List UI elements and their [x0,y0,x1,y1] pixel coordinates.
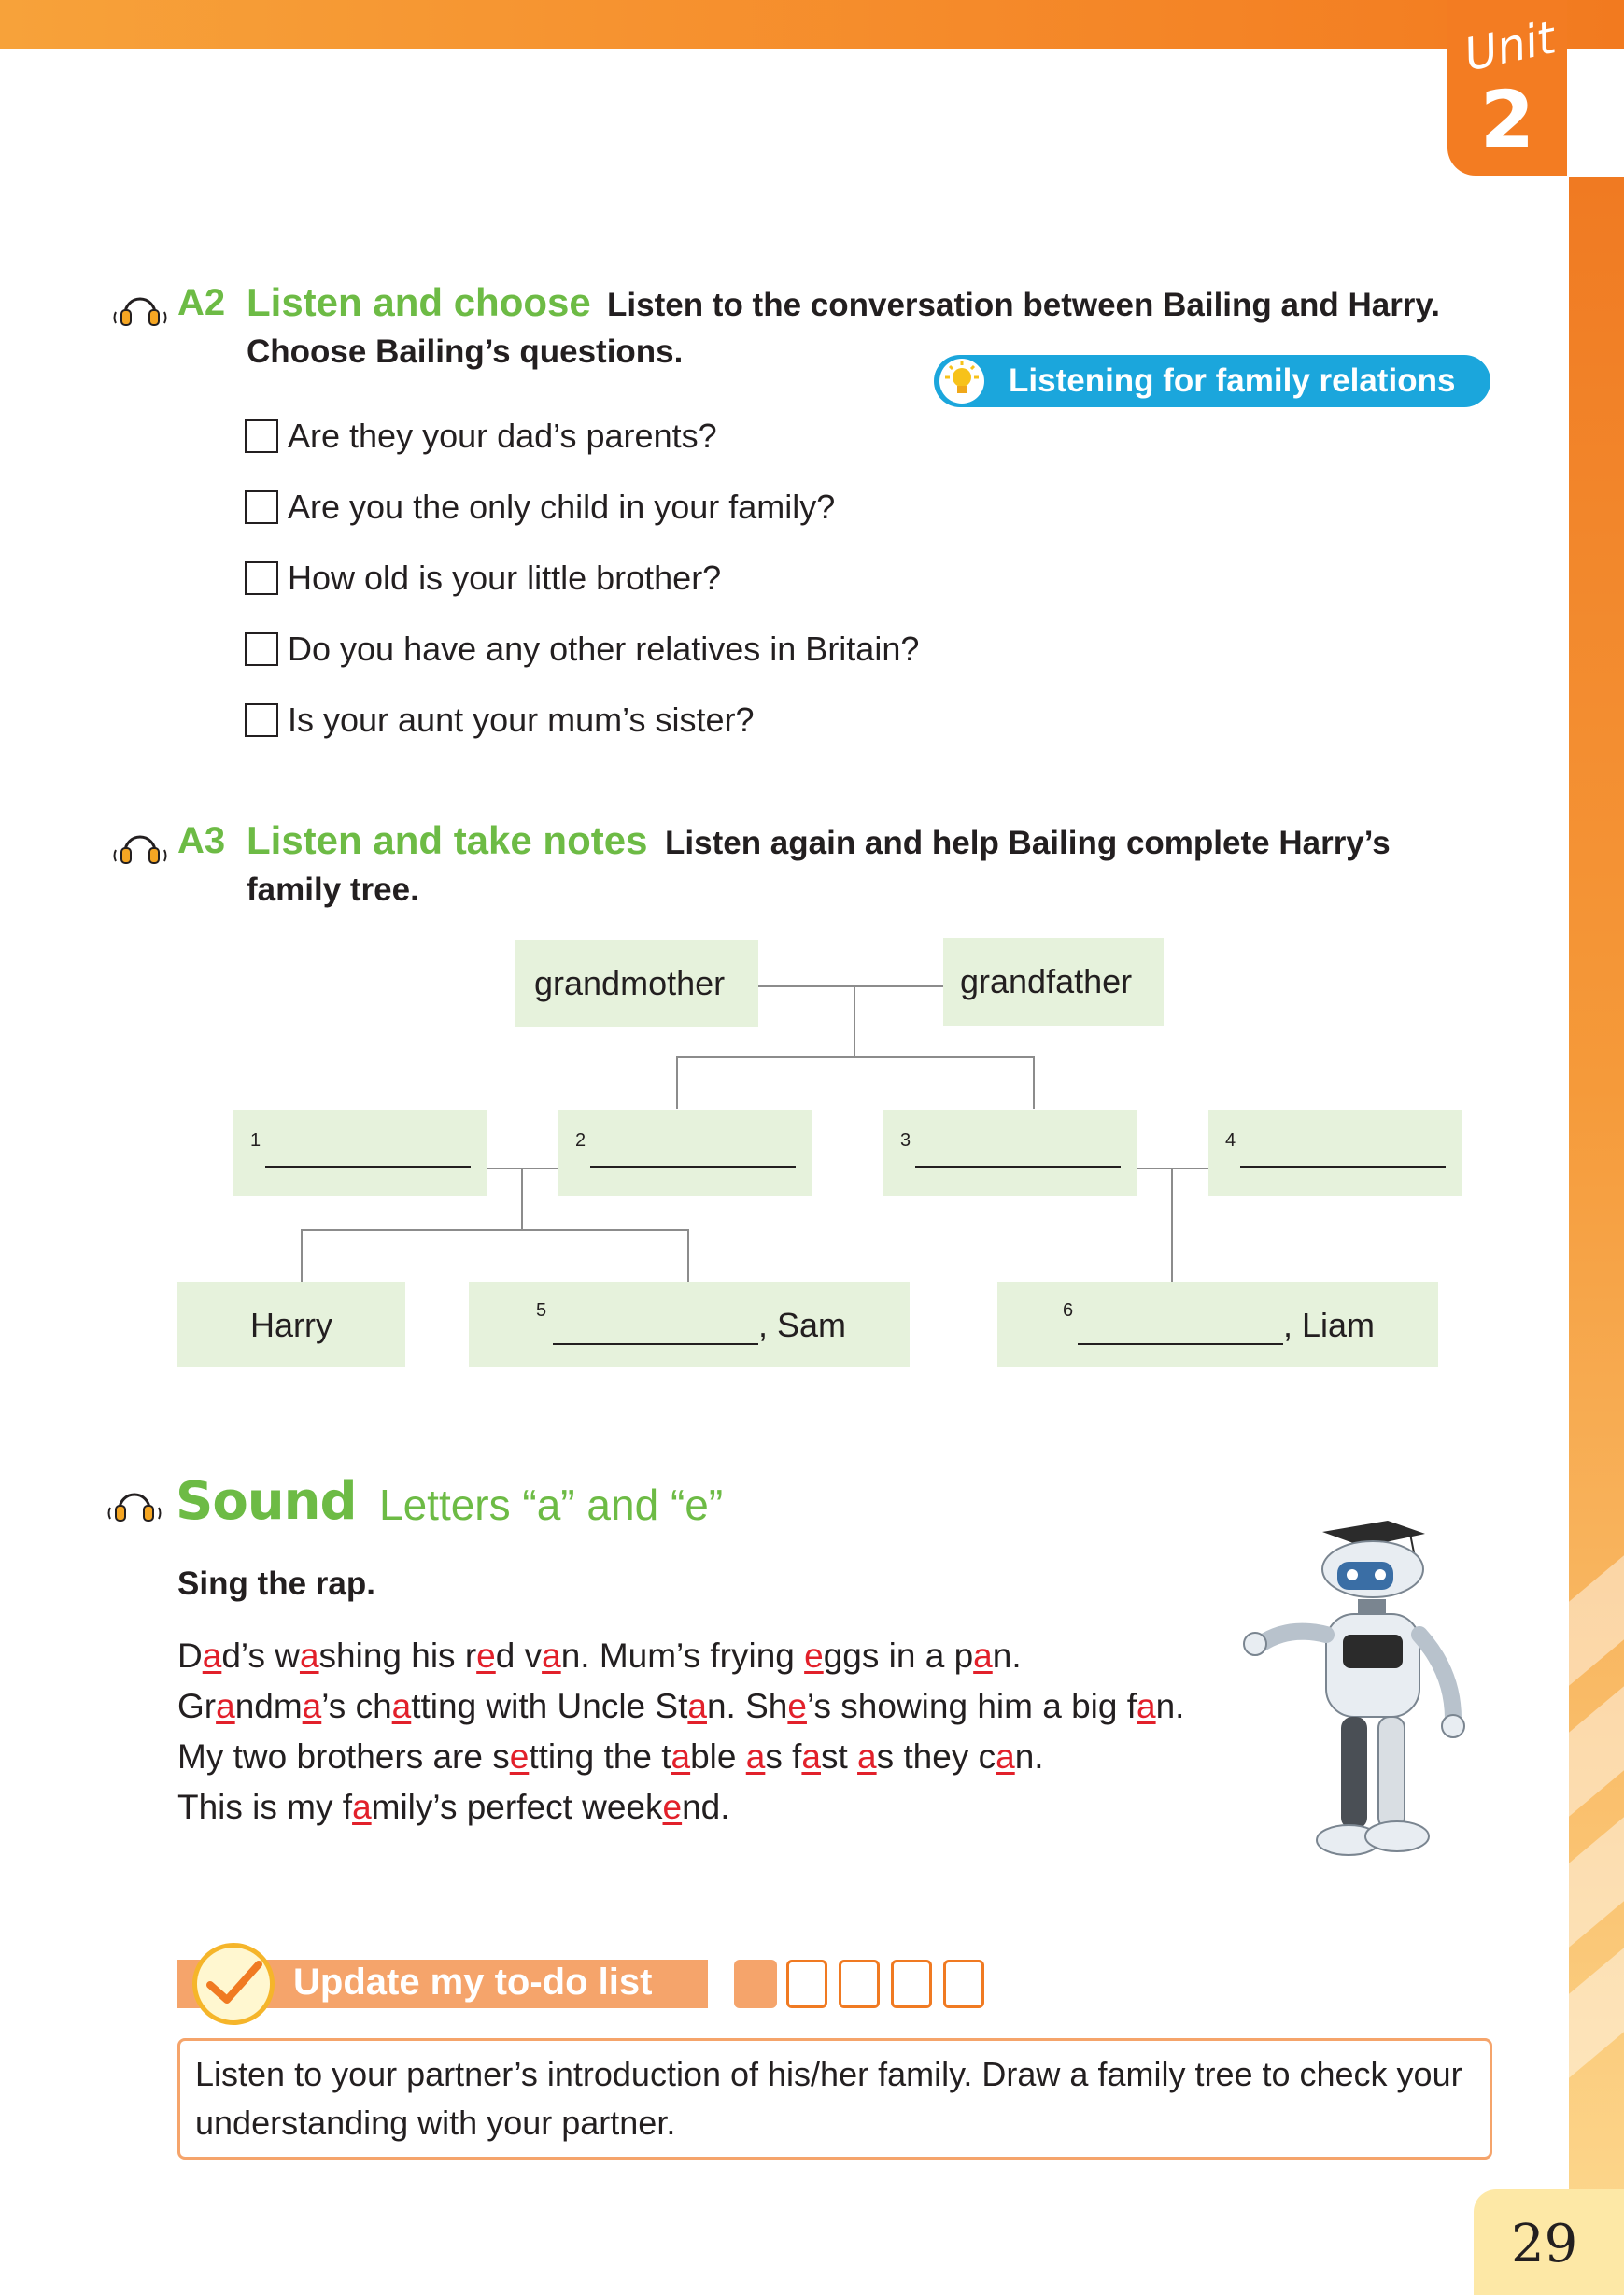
highlighted-letter: a [302,1687,322,1725]
rap-text: This is my f [177,1788,353,1826]
option-3 [245,559,721,598]
todo-box [177,2038,1492,2160]
highlighted-letter: e [509,1737,530,1776]
highlighted-letter: e [804,1636,824,1675]
page-number: 29 [1511,2214,1578,2274]
option-checkbox[interactable] [245,561,278,595]
option-checkbox[interactable] [245,419,278,453]
tree-label: , Liam [1283,1306,1376,1344]
tree-line [676,1056,678,1109]
rap-text: s f [765,1737,802,1776]
blank-number: 4 [1225,1130,1236,1151]
option-text: Do you have any other relatives in Britain? [288,630,920,668]
rap-text: d’s w [221,1636,300,1675]
answer-blank[interactable] [265,1166,471,1168]
option-text: How old is your little brother? [288,559,722,597]
answer-blank[interactable] [1240,1166,1446,1168]
tree-box-blank-1 [233,1110,487,1196]
headphones-icon [112,826,168,865]
option-5 [245,701,755,740]
tree-line [487,1168,558,1169]
highlighted-letter: a [973,1636,993,1675]
rap-text: mily’s perfect week [371,1788,663,1826]
highlighted-letter: a [542,1636,561,1675]
todo-title: Update my to-do list [293,1962,653,2003]
answer-blank[interactable] [553,1343,758,1345]
tree-label: , Sam [758,1306,847,1344]
tree-line [1171,1168,1173,1282]
blank-number: 3 [900,1130,911,1151]
tree-line [301,1229,689,1231]
blank-number: 6 [1063,1300,1074,1321]
todo-progress-filled [734,1960,777,2008]
highlighted-letter: a [1137,1687,1156,1725]
tree-box-blank-2 [558,1110,812,1196]
section-a2-title: Listen and choose [247,280,591,324]
option-1 [245,417,717,456]
option-text: Are you the only child in your family? [288,488,836,526]
blank-number: 2 [575,1130,586,1151]
headphones-icon [106,1483,162,1523]
todo-progress-box[interactable] [943,1960,984,2008]
tree-box-blank-5 [469,1282,910,1367]
tree-box-blank-4 [1208,1110,1462,1196]
option-4 [245,630,919,669]
rap-line [177,1737,1044,1777]
lightbulb-icon [939,359,984,404]
blank-number: 5 [536,1300,547,1321]
highlighted-letter: a [352,1788,372,1826]
todo-progress-box[interactable] [786,1960,827,2008]
highlighted-letter: a [801,1737,821,1776]
rap-text: My two brothers are s [177,1737,510,1776]
rap-text: Gr [177,1687,217,1725]
tree-box-harry [177,1282,405,1367]
tree-box-blank-6 [997,1282,1438,1367]
unit-label: Unit [1460,11,1560,82]
tree-label: Harry [250,1306,332,1344]
section-a2-instruction-2: Choose Bailing’s questions. [247,333,684,370]
tree-box-grandfather [943,938,1164,1026]
todo-progress-box[interactable] [891,1960,932,2008]
highlighted-letter: e [787,1687,807,1725]
tree-line [687,1229,689,1282]
rap-text: n. [1155,1687,1185,1725]
tree-line [521,1168,523,1229]
section-a3-instruction: Listen again and help Bailing complete Harry’s [665,825,1391,861]
highlighted-letter: a [299,1636,319,1675]
tree-line [1033,1056,1035,1109]
sound-title: Sound [176,1471,357,1532]
sound-instruction: Sing the rap. [177,1565,375,1602]
side-stripe [1569,177,1624,2195]
top-banner [0,0,1624,49]
tree-box-blank-3 [883,1110,1137,1196]
rap-text: n. Sh [706,1687,788,1725]
rap-text: st [820,1737,858,1776]
rap-text: nd. [682,1788,730,1826]
checkmark-icon [192,1943,275,2025]
tree-line [301,1229,303,1282]
answer-blank[interactable] [915,1166,1121,1168]
rap-text: n. Mum’s frying [560,1636,805,1675]
answer-blank[interactable] [1078,1343,1283,1345]
section-a3-title: Listen and take notes [247,818,648,862]
tree-line [758,985,945,987]
rap-line [177,1636,1022,1676]
tree-line [854,985,855,1056]
rap-text: tting the t [529,1737,671,1776]
rap-text: d v [495,1636,543,1675]
tree-box-grandmother [515,940,758,1027]
option-2 [245,488,835,527]
option-checkbox[interactable] [245,632,278,666]
rap-text: ggs in a p [823,1636,974,1675]
rap-text: ’s showing him a big f [806,1687,1137,1725]
tree-label: grandmother [534,964,726,1002]
highlighted-letter: a [671,1737,691,1776]
todo-text: Listen to your partner’s introduction of his/her family. Draw a family tree to check your understanding with your partner. [195,2055,1462,2142]
sound-subtitle: Letters “a” and “e” [379,1480,724,1529]
section-a2-instruction: Listen to the conversation between Bailing and Harry. [607,287,1441,323]
page-number-tab [1474,2189,1624,2295]
rap-line [177,1788,730,1827]
rap-text: shing his r [318,1636,477,1675]
highlighted-letter: e [476,1636,496,1675]
rap-text: n. [1014,1737,1044,1776]
tree-line [676,1056,1035,1058]
highlighted-letter: a [216,1687,235,1725]
rap-line [177,1687,1184,1726]
rap-text: n. [992,1636,1022,1675]
todo-progress-box[interactable] [839,1960,880,2008]
rap-text: ble [690,1737,746,1776]
tip-banner [934,355,1490,407]
section-a3-instruction-2: family tree. [247,871,419,908]
rap-text: ndm [234,1687,303,1725]
option-checkbox[interactable] [245,703,278,737]
highlighted-letter: a [687,1687,707,1725]
option-text: Is your aunt your mum’s sister? [288,701,755,739]
headphones-icon [112,288,168,327]
option-text: Are they your dad’s parents? [288,417,717,455]
rap-text: s they c [876,1737,996,1776]
highlighted-letter: a [857,1737,877,1776]
robot-illustration [1233,1513,1476,1887]
option-checkbox[interactable] [245,490,278,524]
tip-text: Listening for family relations [1009,362,1456,399]
highlighted-letter: a [202,1636,222,1675]
section-a3-id: A3 [177,820,226,861]
blank-number: 1 [250,1130,261,1151]
tree-label: grandfather [960,962,1133,1000]
rap-text: tting with Uncle St [411,1687,688,1725]
highlighted-letter: a [996,1737,1015,1776]
highlighted-letter: a [391,1687,412,1725]
unit-number: 2 [1479,74,1535,165]
unit-tab [1447,0,1567,176]
rap-text: ’s ch [321,1687,392,1725]
highlighted-letter: a [745,1737,766,1776]
highlighted-letter: e [662,1788,683,1826]
tree-line [1137,1168,1208,1169]
answer-blank[interactable] [590,1166,796,1168]
section-a2-id: A2 [177,282,226,323]
rap-text: D [177,1636,203,1675]
